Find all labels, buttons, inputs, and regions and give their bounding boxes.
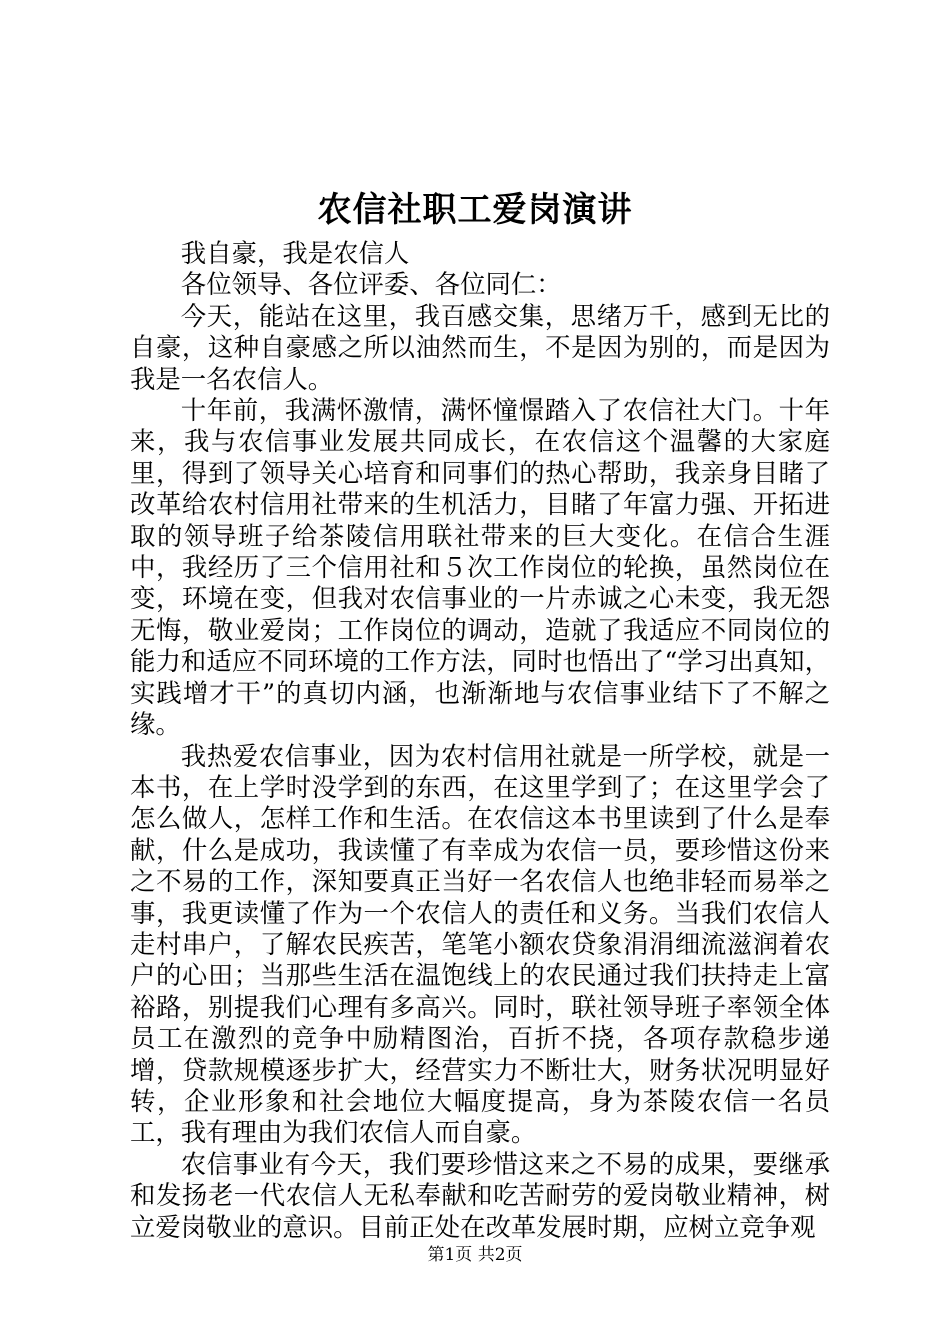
paragraph: 我热爱农信事业，因为农村信用社就是一所学校，就是一本书，在上学时没学到的东西，在这里学到了；在这里学会了怎么做人，怎样工作和生活。在农信这本书里读到了什么是奉献，什么是成功，我读懂了有幸成为农信一员，要珍惜这份来之不易的工作，深知要真正当好一名农信人也绝非轻而易举之事，我更读懂了作为一个农信人的责任和义务。当我们农信人走村串户，了解农民疾苦，笔笔小额农贷象涓涓细流滋润着农户的心田；当那些生活在温饱线上的农民通过我们扶持走上富裕路，别提我们心理有多高兴。同时，联社领导班子率领全体员工在激烈的竞争中励精图治，百折不挠，各项存款稳步递增，贷款规模逐步扩大，经营实力不断壮大，财务状况明显好转，企业形象和社会地位大幅度提高，身为茶陵农信一名员工，我有理由为我们农信人而自豪。 [130,740,830,1148]
document-body [130,238,830,1243]
page-footer: 第1页 共2页 [427,1245,523,1265]
document-title: 农信社职工爱岗演讲 [317,190,633,230]
paragraph: 各位领导、各位评委、各位同仁： [180,269,562,300]
paragraph: 十年前，我满怀激情，满怀憧憬踏入了农信社大门。十年来，我与农信事业发展共同成长，在农信这个温馨的大家庭里，得到了领导关心培育和同事们的热心帮助，我亲身目睹了改革给农村信用社带来的生机活力，目睹了年富力强、开拓进取的领导班子给茶陵信用联社带来的巨大变化。在信合生涯中，我经历了三个信用社和５次工作岗位的轮换，虽然岗位在变，环境在变，但我对农信事业的一片赤诚之心未变，我无怨无悔，敬业爱岗；工作岗位的调动，造就了我适应不同岗位的能力和适应不同环境的工作方法，同时也悟出了“学习出真知，实践增才干”的真切内涵，也渐渐地与农信事业结下了不解之缘。 [130,395,830,740]
paragraph: 我自豪，我是农信人 [180,238,410,268]
paragraph: 农信事业有今天，我们要珍惜这来之不易的成果，要继承和发扬老一代农信人无私奉献和吃苦耐劳的爱岗敬业精神，树立爱岗敬业的意识。目前正处在改革发展时期，应树立竞争观 [130,1148,830,1242]
paragraph: 今天，能站在这里，我百感交集，思绪万千，感到无比的自豪，这种自豪感之所以油然而生，不是因为别的，而是因为我是一名农信人。 [130,300,830,394]
